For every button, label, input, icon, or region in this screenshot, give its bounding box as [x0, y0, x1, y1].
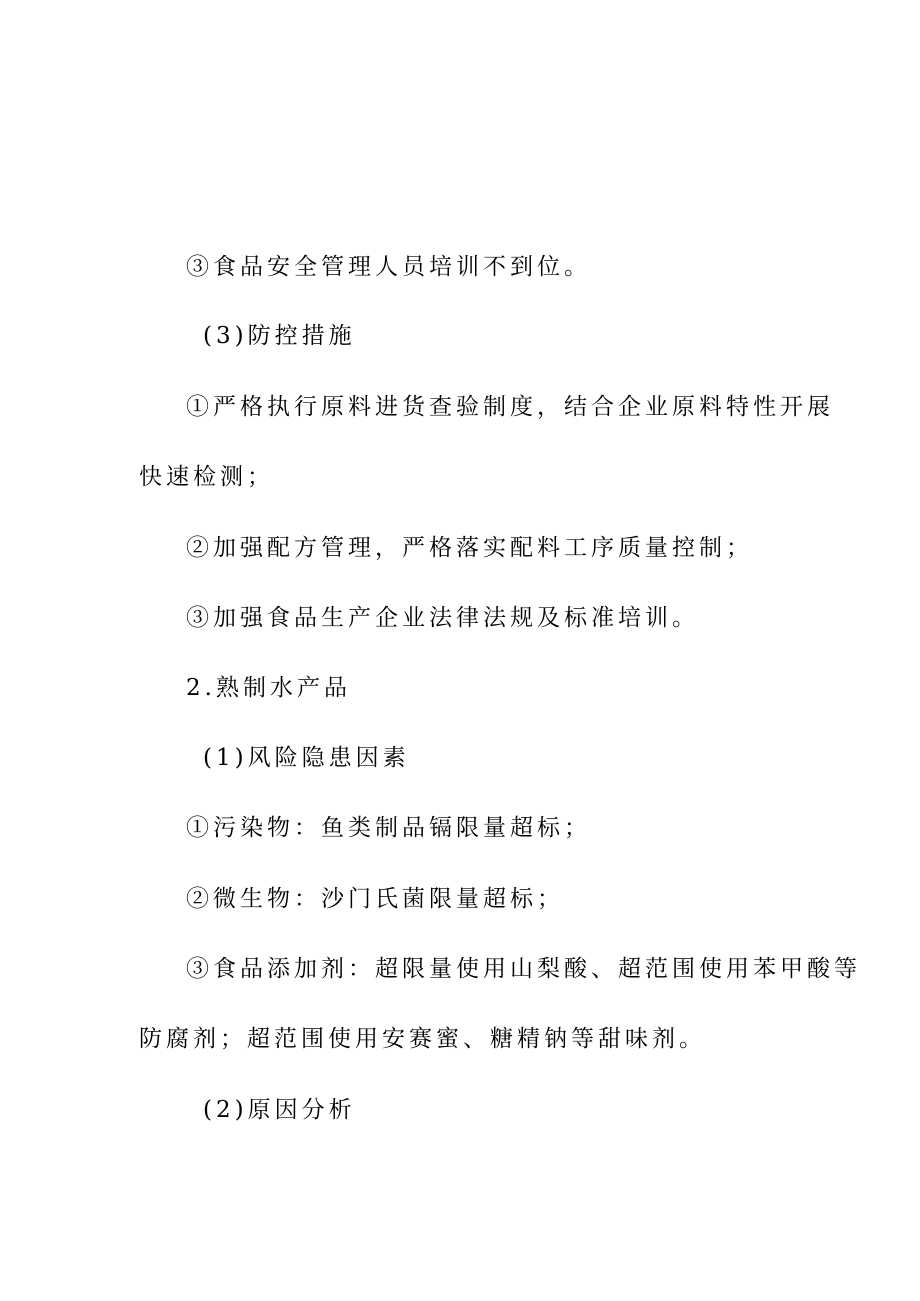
section-heading: (2)原因分析 — [203, 1097, 356, 1123]
section-heading: (3)防控措施 — [203, 323, 356, 349]
paragraph-line: ③食品添加剂：超限量使用山梨酸、超范围使用苯甲酸等 — [186, 956, 861, 982]
paragraph-line: ①严格执行原料进货查验制度，结合企业原料特性开展 — [186, 394, 834, 420]
paragraph-line: ②加强配方管理，严格落实配料工序质量控制； — [186, 535, 753, 561]
section-heading: 2.熟制水产品 — [186, 675, 351, 701]
paragraph-line: ②微生物：沙门氏菌限量超标； — [186, 886, 564, 912]
paragraph-line: ③加强食品生产企业法律法规及标准培训。 — [186, 605, 699, 631]
paragraph-line: ①污染物：鱼类制品镉限量超标； — [186, 815, 591, 841]
paragraph-line: 防腐剂；超范围使用安赛蜜、糖精钠等甜味剂。 — [139, 1026, 706, 1052]
section-heading: (1)风险隐患因素 — [203, 745, 410, 771]
paragraph-line: 快速检测； — [139, 464, 274, 490]
paragraph-line: ③食品安全管理人员培训不到位。 — [186, 254, 591, 280]
